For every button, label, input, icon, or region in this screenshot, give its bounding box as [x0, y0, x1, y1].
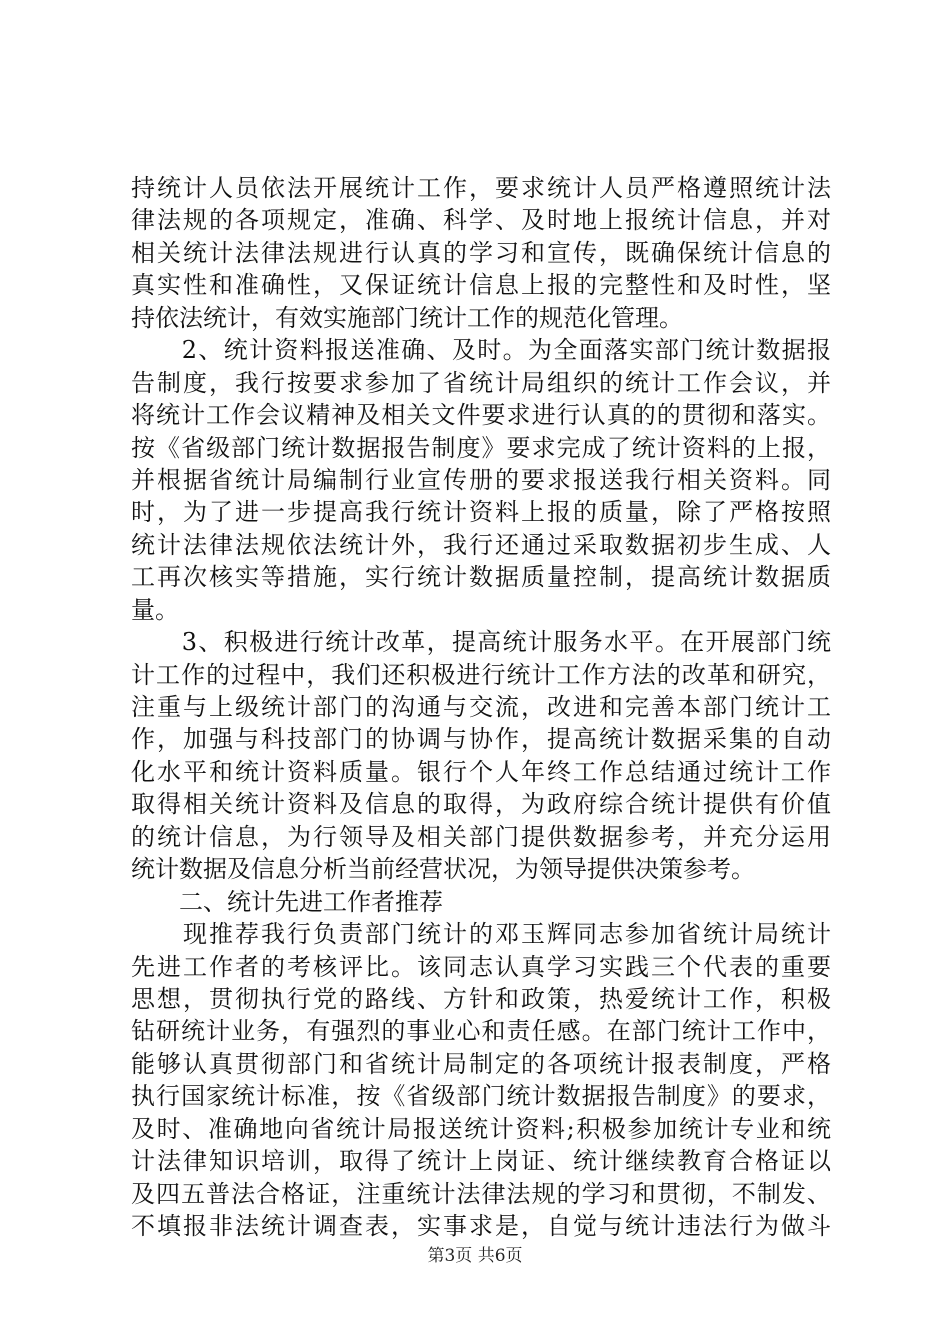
- text-line: 取得相关统计资料及信息的取得，为政府综合统计提供有价值: [131, 790, 831, 819]
- text-line: 工再次核实等措施，实行统计数据质量控制，提高统计数据质: [131, 563, 831, 592]
- text-line: 将统计工作会议精神及相关文件要求进行认真的的贯彻和落实。: [131, 401, 831, 430]
- text-line: 相关统计法律法规进行认真的学习和宣传，既确保统计信息的: [131, 238, 831, 267]
- text-line: 先进工作者的考核评比。该同志认真学习实践三个代表的重要: [131, 952, 831, 981]
- text-line: 统计数据及信息分析当前经营状况，为领导提供决策参考。: [131, 855, 755, 884]
- text-line: 思想，贯彻执行党的路线、方针和政策，热爱统计工作，积极: [131, 984, 831, 1013]
- text-line: 统计法律法规依法统计外，我行还通过采取数据初步生成、人: [131, 530, 831, 559]
- text-line: 及四五普法合格证，注重统计法律法规的学习和贯彻，不制发、: [131, 1179, 831, 1208]
- text-line: 按《省级部门统计数据报告制度》要求完成了统计资料的上报，: [131, 433, 831, 462]
- text-line: 不填报非法统计调查表，实事求是，自觉与统计违法行为做斗: [131, 1212, 831, 1240]
- text-line: 注重与上级统计部门的沟通与交流，改进和完善本部门统计工: [131, 693, 831, 721]
- page-number-footer: 第3页 共6页: [427, 1246, 523, 1266]
- text-line: 时，为了进一步提高我行统计资料上报的质量，除了严格按照: [131, 498, 831, 527]
- text-line: 3、积极进行统计改革，提高统计服务水平。在开展部门统: [131, 628, 831, 657]
- body-text: [131, 172, 831, 1242]
- text-line: 及时、准确地向省统计局报送统计资料;积极参加统计专业和统: [131, 1114, 831, 1143]
- text-line: 持统计人员依法开展统计工作，要求统计人员严格遵照统计法: [131, 174, 831, 202]
- text-line: 持依法统计，有效实施部门统计工作的规范化管理。: [131, 303, 683, 332]
- section-heading: 二、统计先进工作者推荐: [131, 887, 443, 916]
- text-line: 能够认真贯彻部门和省统计局制定的各项统计报表制度，严格: [131, 1049, 831, 1078]
- text-line: 钻研统计业务，有强烈的事业心和责任感。在部门统计工作中，: [131, 1017, 831, 1046]
- text-line: 化水平和统计资料质量。银行个人年终工作总结通过统计工作: [131, 757, 831, 786]
- text-line: 2、统计资料报送准确、及时。为全面落实部门统计数据报: [131, 336, 831, 365]
- text-line: 告制度，我行按要求参加了省统计局组织的统计工作会议，并: [131, 368, 831, 397]
- text-line: 真实性和准确性，又保证统计信息上报的完整性和及时性，坚: [131, 271, 831, 300]
- text-line: 量。: [131, 595, 179, 624]
- text-line: 现推荐我行负责部门统计的邓玉辉同志参加省统计局统计: [131, 920, 831, 949]
- text-line: 计法律知识培训，取得了统计上岗证、统计继续教育合格证以: [131, 1147, 831, 1176]
- text-line: 并根据省统计局编制行业宣传册的要求报送我行相关资料。同: [131, 465, 831, 494]
- text-line: 执行国家统计标准，按《省级部门统计数据报告制度》的要求，: [131, 1082, 831, 1111]
- text-line: 律法规的各项规定，准确、科学、及时地上报统计信息，并对: [131, 206, 831, 235]
- text-line: 的统计信息，为行领导及相关部门提供数据参考，并充分运用: [131, 822, 831, 851]
- text-line: 作，加强与科技部门的协调与协作，提高统计数据采集的自动: [131, 725, 831, 754]
- text-line: 计工作的过程中，我们还积极进行统计工作方法的改革和研究，: [131, 660, 831, 689]
